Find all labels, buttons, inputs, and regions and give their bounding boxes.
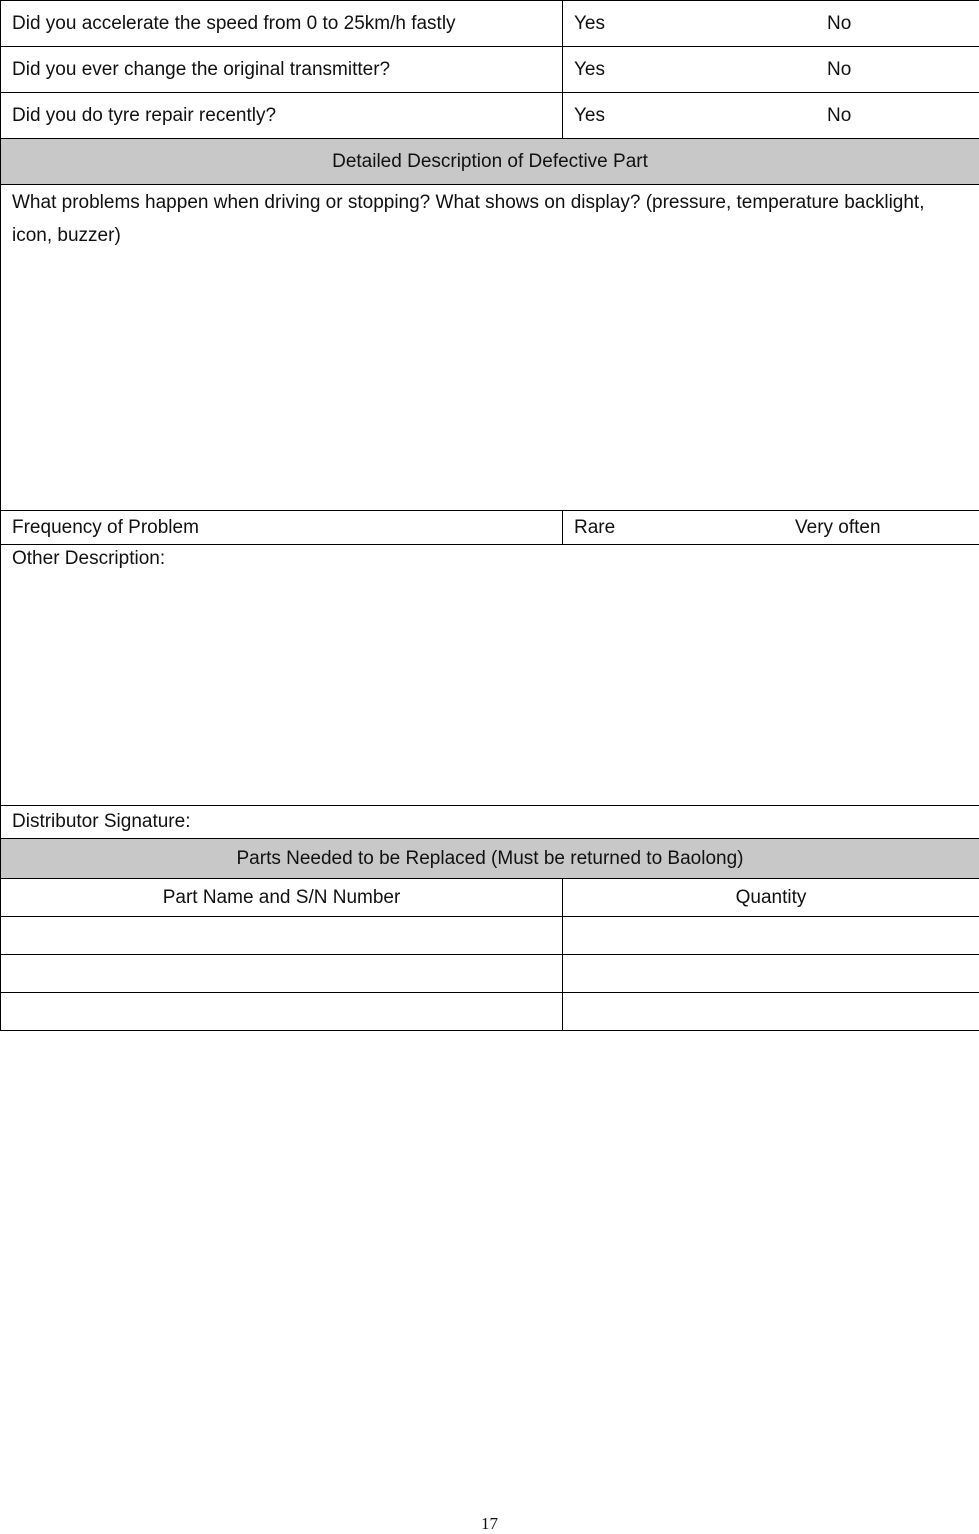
parts-table-row bbox=[1, 917, 979, 955]
quantity-field[interactable] bbox=[563, 917, 979, 955]
question-row bbox=[1, 93, 979, 139]
section-title: Detailed Description of Defective Part bbox=[1, 139, 979, 185]
question-label: Did you ever change the original transmitter? bbox=[1, 47, 563, 93]
answer-cell bbox=[563, 93, 979, 139]
other-description-row bbox=[1, 545, 979, 806]
frequency-row bbox=[1, 511, 979, 545]
other-description-label: Other Description: bbox=[12, 548, 165, 569]
frequency-answer-cell bbox=[563, 511, 979, 545]
defective-section-header bbox=[1, 139, 979, 185]
part-name-field[interactable] bbox=[1, 993, 563, 1031]
section-title: Parts Needed to be Replaced (Must be returned to Baolong) bbox=[1, 839, 979, 879]
signature-field[interactable] bbox=[1, 806, 979, 839]
signature-label: Distributor Signature: bbox=[12, 811, 190, 832]
defective-description-field[interactable] bbox=[1, 185, 979, 511]
frequency-label: Frequency of Problem bbox=[1, 511, 563, 545]
yes-option[interactable]: Yes bbox=[574, 13, 605, 35]
part-name-field[interactable] bbox=[1, 955, 563, 993]
answer-cell bbox=[563, 47, 979, 93]
defective-description-row bbox=[1, 185, 979, 511]
question-label: Did you do tyre repair recently? bbox=[1, 93, 563, 139]
signature-row bbox=[1, 806, 979, 839]
part-name-field[interactable] bbox=[1, 917, 563, 955]
yes-option[interactable]: Yes bbox=[574, 105, 605, 127]
no-option[interactable]: No bbox=[827, 105, 851, 127]
answer-cell bbox=[563, 1, 979, 47]
rare-option[interactable]: Rare bbox=[574, 517, 615, 539]
page-number: 17 bbox=[0, 1514, 979, 1534]
question-row bbox=[1, 47, 979, 93]
parts-column-header-row bbox=[1, 879, 979, 917]
quantity-field[interactable] bbox=[563, 993, 979, 1031]
no-option[interactable]: No bbox=[827, 13, 851, 35]
quantity-column-header: Quantity bbox=[563, 879, 979, 917]
question-row bbox=[1, 1, 979, 47]
other-description-field[interactable] bbox=[1, 545, 979, 806]
no-option[interactable]: No bbox=[827, 59, 851, 81]
parts-table-row bbox=[1, 955, 979, 993]
very-often-option[interactable]: Very often bbox=[795, 517, 881, 539]
parts-table-row bbox=[1, 993, 979, 1031]
question-label: Did you accelerate the speed from 0 to 25km/h fastly bbox=[1, 1, 563, 47]
quantity-field[interactable] bbox=[563, 955, 979, 993]
description-prompt: What problems happen when driving or stopping? What shows on display? (pressure, temperature backlight, icon, buzzer) bbox=[12, 186, 968, 252]
part-name-column-header: Part Name and S/N Number bbox=[1, 879, 563, 917]
yes-option[interactable]: Yes bbox=[574, 59, 605, 81]
parts-section-header bbox=[1, 839, 979, 879]
